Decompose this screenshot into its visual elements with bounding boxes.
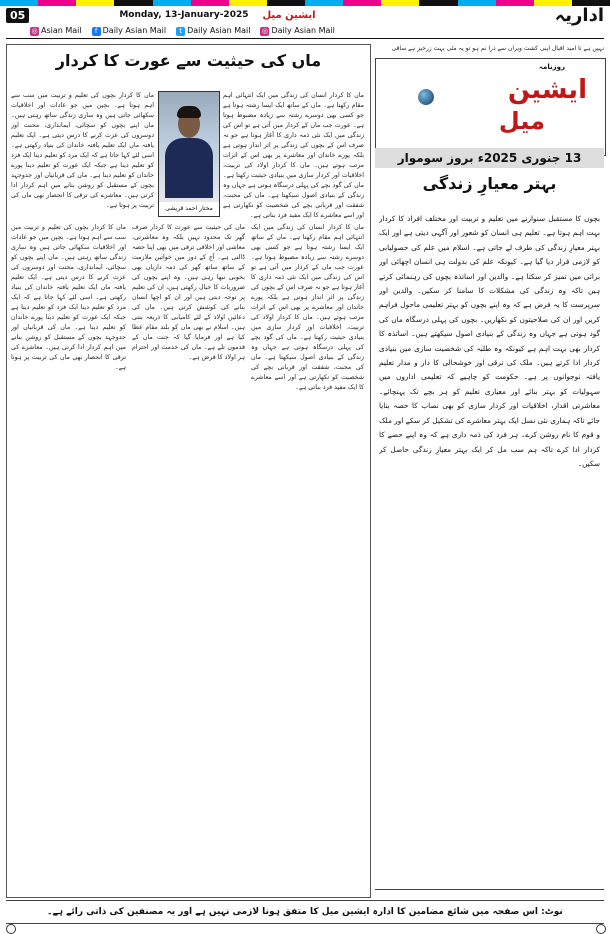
editorial-body: بچوں کا مستقبل سنوارنے میں تعلیم و تربیت اور مختلف افراد کا کردار بہت اہم ہوتا ہے۔ تعلیم ہی انسان کو شعور اور آگہی دیتی ہے اور ایک بہتر معیارِ زندگی کی طرف لے جاتی ہے۔ اسلام میں علم کی حصولیابی کو لازمی قرار دیا گیا ہے۔ کیونکہ علم کی بدولت ہی انسان اچھائی اور برائی میں تمیز کر سکتا ہے۔ والدین اور اساتذہ بچوں کی رہنمائی کرتے ہیں تاکہ وہ زندگی کی مشکلات کا سامنا کر سکیں۔ والدین اور سرپرست کا یہ فرض ہے کہ وہ اپنے بچوں کو بہتر تعلیمی ماحول فراہم کریں اور ان کی صلاحیتوں کو نکھاریں۔ بچوں کی پہلی درسگاہ ماں کی گود ہوتی ہے جہاں وہ زندگی کے بنیادی اصول سیکھتے ہیں۔ اساتذہ کا کردار بھی بہت اہم ہے کیونکہ وہ طلبہ کی شخصیت سازی میں بنیادی کردار ادا کرتے ہیں۔ ملک کی ترقی اور خوشحالی کا دار و مدار تعلیم یافتہ نوجوانوں پر ہے۔ حکومت کو چاہیے کہ تعلیمی اداروں میں سہولیات کو بہتر بنائے اور معیاری تعلیم کو ہر بچے تک پہنچائے۔ معاشرتی اقدار، اخلاقیات اور کردار سازی کو بھی نصاب کا حصہ بنایا جائے تاکہ ہماری نئی نسل ایک بہتر معاشرے کی تشکیل کر سکے اور ملک و قوم کا نام روشن کرے۔ ہر فرد کی ذمہ داری ہے کہ وہ اپنے حصے کا کردار ادا کرے تاکہ ہم سب مل کر ایک بہتر معیارِ زندگی حاصل کر سکیں۔ [379, 214, 600, 468]
article-column-3: ماں کا کردار بچوں کی تعلیم و تربیت میں سب سے اہم ہوتا ہے۔ بچپن میں جو عادات اور اخلاقیات سکھائی جاتی ہیں وہ ساری زندگی ساتھ رہتی ہیں۔ ماں اپنے بچوں کو سچائی، ایمانداری، محنت اور دوسروں کی عزت کرنے کا درس دیتی ہے۔ ایک تعلیم یافتہ ماں ایک تعلیم یافتہ خاندان کی بنیاد رکھتی ہے۔ اسی لئے کہا جاتا ہے کہ ایک مرد کو تعلیم دینا ایک فرد کو تعلیم دینا ہے جبکہ ایک عورت کو تعلیم دینا پورے خاندان کو تعلیم دینا ہے۔ ماں کی قربانیاں اور جدوجہد بچوں کے مستقبل کو روشن بنانے میں اہم کردار ادا کرتی ہیں۔ معاشرے کی ترقی کا انحصار بھی ماں کی تربیت پر ہوتا ہے۔ [11, 224, 126, 371]
editorial-dateline: 13 جنوری 2025ء بروز سوموار [375, 148, 604, 168]
masthead-small: روزنامہ [538, 63, 565, 71]
instagram-icon: ◎ [31, 27, 38, 35]
divider [375, 889, 604, 890]
masthead-line-1: ایشین [507, 75, 587, 105]
article-title: ماں کی حیثیت سے عورت کا کردار [55, 51, 322, 70]
main-article [6, 44, 371, 898]
page-number: 05 [6, 8, 29, 23]
article-column-1: ماں کا کردار انسان کی زندگی میں ایک انتہائی اہم مقام رکھتا ہے۔ ماں کے ساتھ ایک ایسا رشتہ ہوتا ہے جو کسی بھی دوسرے رشتہ سے زیادہ مضبوط ہوتا ہے۔ عورت جب ماں کے کردار میں آتی ہے تو اس کی زندگی میں ایک نئی ذمہ داری کا آغاز ہوتا ہے جو نہ صرف اس کے بچوں کی زندگی پر اثر انداز ہوتی ہے بلکہ پورے خاندان اور معاشرے پر بھی اس کے اثرات مرتب ہوتے ہیں۔ ماں کا کردار اولاد کی تربیت، اخلاقیات اور کردار سازی میں بنیادی حیثیت رکھتا ہے۔ ماں کی گود بچے کی پہلی درسگاہ ہوتی ہے جہاں وہ زندگی کے بنیادی اصول سیکھتا ہے۔ ماں کی محبت، شفقت اور قربانی بچے کی شخصیت کو نکھارتی ہے اور اسے معاشرے کا ایک مفید فرد بناتی ہے۔ [251, 224, 364, 391]
editorial-column [375, 44, 604, 896]
masthead-line-2: میل [498, 107, 545, 135]
social-link-instagram-2[interactable]: ◎ Daily Asian Mail [261, 26, 335, 35]
section-title: اداریہ [554, 4, 604, 26]
registration-mark [6, 924, 16, 934]
small-logo: ایشین میل [262, 9, 316, 21]
social-link-facebook[interactable]: f Daily Asian Mail [92, 26, 166, 36]
article-column-left-top: ماں کا کردار بچوں کی تعلیم و تربیت میں سب سے اہم ہوتا ہے۔ بچپن میں جو عادات اور اخلاقیات سکھائی جاتی ہیں وہ ساری زندگی ساتھ رہتی ہیں۔ ماں اپنے بچوں کو سچائی، ایمانداری، محنت اور دوسروں کی عزت کرنے کا درس دیتی ہے۔ ایک تعلیم یافتہ ماں ایک تعلیم یافتہ خاندان کی بنیاد رکھتی ہے۔ اسی لئے کہا جاتا ہے کہ ایک مرد کو تعلیم دینا ایک فرد کو تعلیم دینا ہے جبکہ ایک عورت کو تعلیم دینا پورے خاندان کو تعلیم دینا ہے۔ ماں کی قربانیاں اور جدوجہد بچوں کے مستقبل کو روشن بنانے میں اہم کردار ادا کرتی ہیں۔ معاشرے کی ترقی کا انحصار بھی ماں کی تربیت پر ہوتا ہے۔ [11, 92, 154, 209]
twitter-icon: t [176, 27, 185, 36]
page-header [6, 6, 604, 24]
divider [6, 38, 604, 39]
issue-date: Monday, 13-January-2025 [119, 10, 249, 20]
globe-icon [418, 89, 434, 105]
editorial-title: بہتر معیارِ زندگی [422, 174, 557, 193]
author-photo [158, 91, 220, 217]
iqbal-quote: نہیں ہے نا امید اقبال اپنی کشت ویراں سے ذرا نم ہو تو یہ مٹی بہت زرخیز ہے ساقی [391, 45, 604, 52]
masthead [375, 58, 606, 156]
social-link-twitter[interactable]: t Daily Asian Mail [176, 26, 250, 36]
article-column-right-top: ماں کا کردار انسان کی زندگی میں ایک انتہائی اہم مقام رکھتا ہے۔ ماں کے ساتھ ایک ایسا رشتہ ہوتا ہے جو کسی بھی دوسرے رشتہ سے زیادہ مضبوط ہوتا ہے۔ عورت جب ماں کے کردار میں آتی ہے تو اس کی زندگی میں ایک نئی ذمہ داری کا آغاز ہوتا ہے جو نہ صرف اس کے بچوں کی زندگی پر اثر انداز ہوتی ہے بلکہ پورے خاندان اور معاشرے پر بھی اس کے اثرات مرتب ہوتے ہیں۔ ماں کا کردار اولاد کی تربیت، اخلاقیات اور کردار سازی میں بنیادی حیثیت رکھتا ہے۔ ماں کی گود بچے کی پہلی درسگاہ ہوتی ہے جہاں وہ زندگی کے بنیادی اصول سیکھتا ہے۔ ماں کی محبت، شفقت اور قربانی بچے کی شخصیت کو نکھارتی ہے اور اسے معاشرے کا ایک مفید فرد بناتی ہے۔ [223, 92, 364, 219]
social-links [6, 24, 610, 38]
social-link-instagram[interactable]: ◎ Asian Mail [31, 26, 82, 35]
facebook-icon: f [92, 27, 101, 36]
registration-mark [596, 924, 606, 934]
disclaimer-note: نوٹ: اس صفحہ میں شائع مضامین کا ادارہ ایشین میل کا متفق ہونا لازمی نہیں ہے اور یہ مصنفین کی ذاتی رائے ہے۔ [6, 900, 604, 924]
instagram-icon: ◎ [261, 27, 269, 35]
article-column-2: ماں کی حیثیت سے عورت کا کردار صرف گھر تک محدود نہیں بلکہ وہ معاشرتی، معاشی اور اخلاقی ترقی میں بھی اپنا حصہ ڈالتی ہے۔ آج کے دور میں خواتین ملازمت کے ساتھ ساتھ گھر کی ذمہ داریاں بھی بخوبی نبھا رہی ہیں۔ وہ اپنے بچوں کی ضروریات کا خیال رکھتی ہیں، ان کی تعلیم پر توجہ دیتی ہیں اور ان کو اچھا انسان بنانے کی کوشش کرتی ہیں۔ ماں کی دعائیں اولاد کے لئے کامیابی کا ذریعہ بنتی ہیں۔ اسلام نے بھی ماں کو بلند مقام عطا کیا ہے اور فرمایا گیا کہ جنت ماں کے قدموں تلے ہے۔ ماں کی خدمت اور احترام ہر اولاد کا فرض ہے۔ [132, 224, 245, 361]
author-caption: مختار احمد قریشی [159, 202, 219, 216]
